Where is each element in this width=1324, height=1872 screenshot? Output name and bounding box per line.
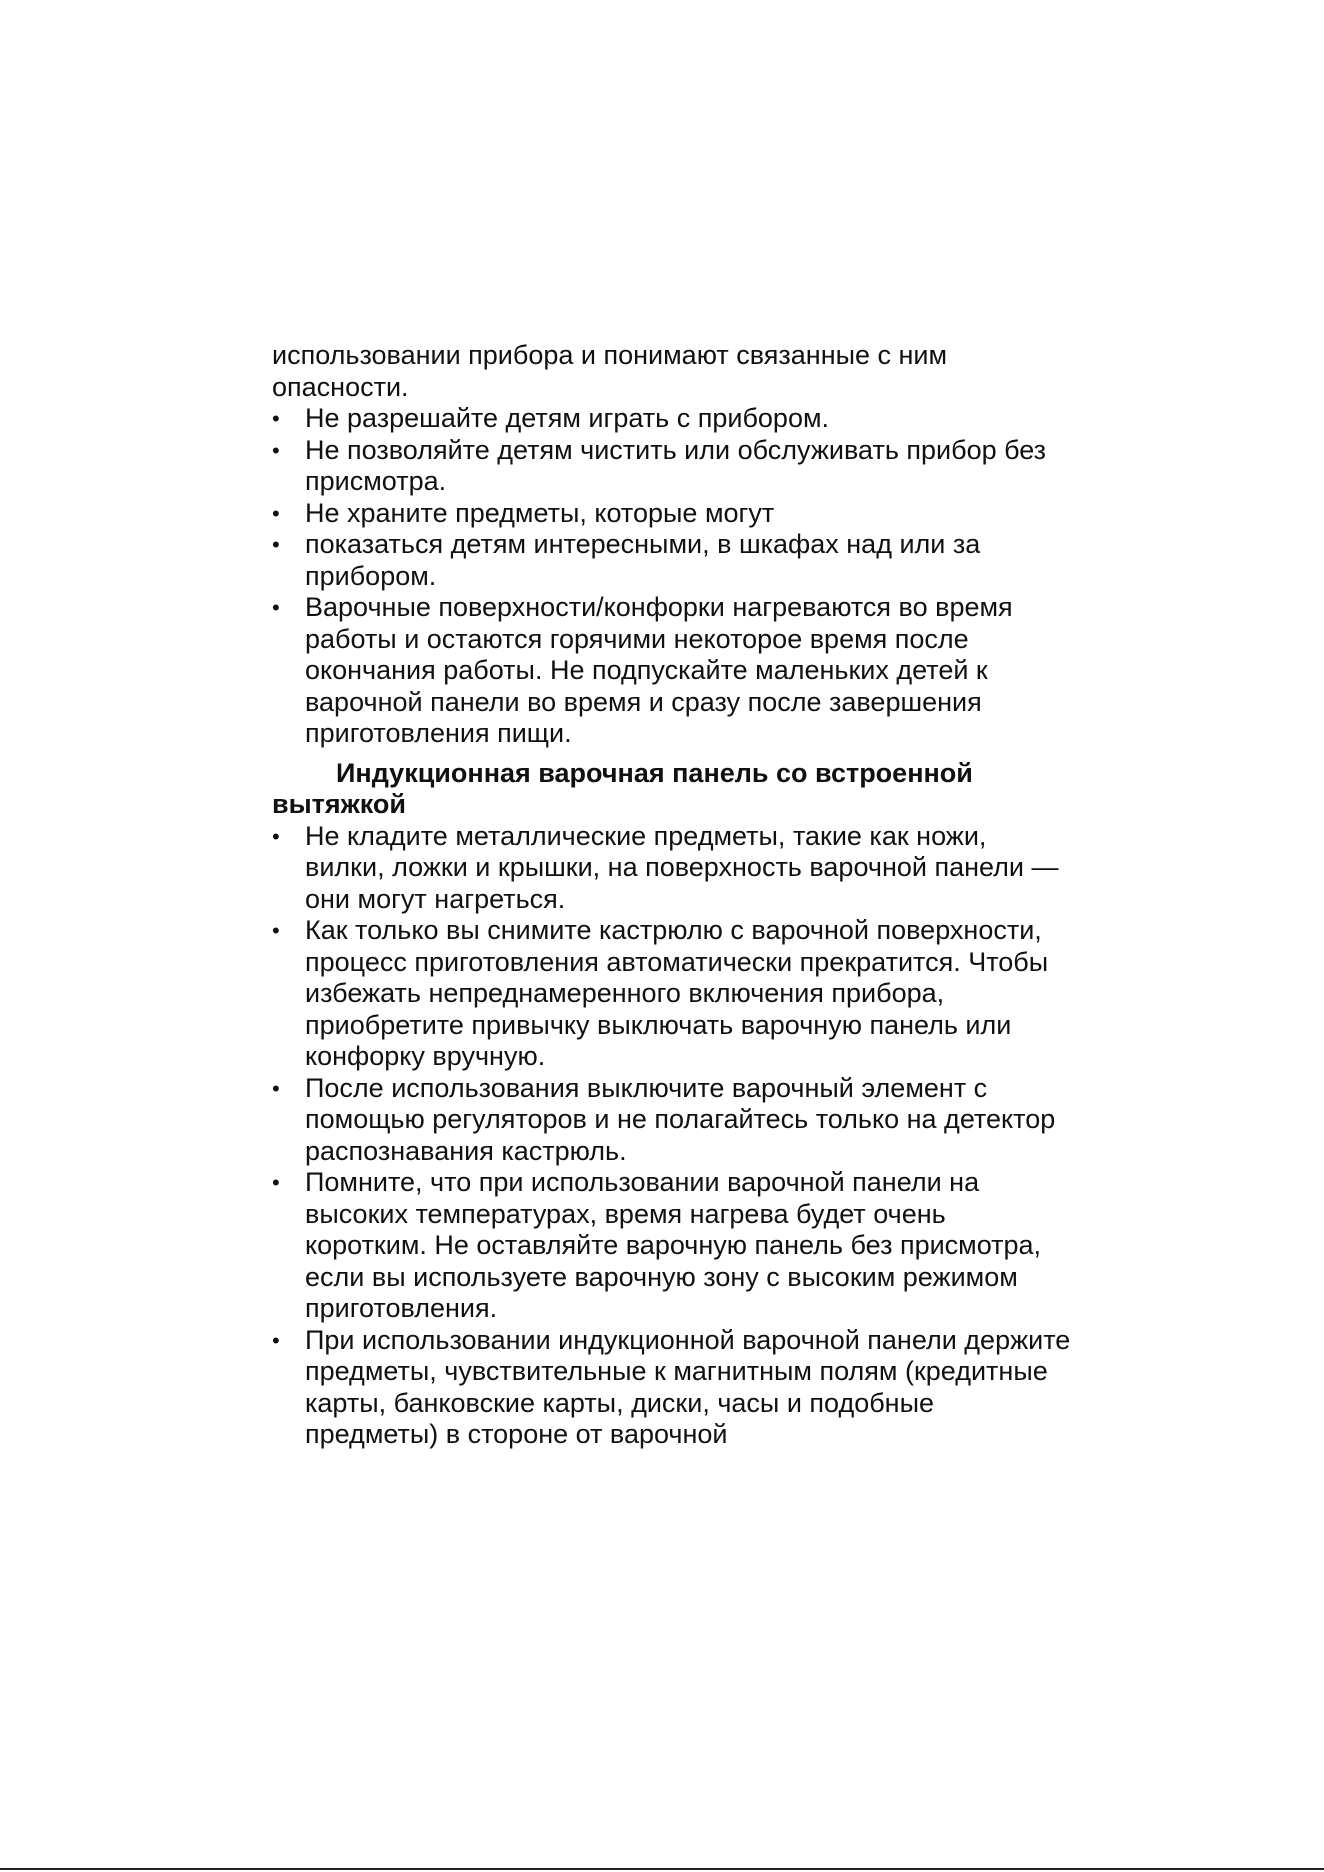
list-item: • показаться детям интересными, в шкафах над или за прибором. (272, 529, 1072, 592)
list-item: • Варочные поверхности/конфорки нагреваются во время работы и остаются горячими некоторое время после окончания работы. Не подпускайте маленьких детей к варочной панели во время и сразу после завершения приготовления пищи. (272, 592, 1072, 750)
document-page (272, 340, 1072, 1451)
list-item: • Как только вы снимите кастрюлю с варочной поверхности, процесс приготовления автоматически прекратится. Чтобы избежать непреднамеренного включения прибора, приобретите привычку выключать варочную панель или конфорку вручную. (272, 915, 1072, 1073)
list-item: • Не храните предметы, которые могут (272, 498, 1072, 530)
list-item: • После использования выключите варочный элемент с помощью регуляторов и не полагайтесь только на детектор распознавания кастрюль. (272, 1073, 1072, 1168)
list-item: • Помните, что при использовании варочной панели на высоких температурах, время нагрева будет очень коротким. Не оставляйте варочную панель без присмотра, если вы используете варочную зону с высоким режимом приготовления. (272, 1167, 1072, 1325)
list-item: • При использовании индукционной варочной панели держите предметы, чувствительные к магнитным полям (кредитные карты, банковские карты, диски, часы и подобные предметы) в стороне от варочной (272, 1325, 1072, 1451)
section-heading: Индукционная варочная панель со встроенной вытяжкой (272, 757, 973, 819)
list-item: • Не разрешайте детям играть с прибором. (272, 403, 1072, 435)
intro-paragraph: использовании прибора и понимают связанные с ним опасности. (272, 340, 948, 402)
induction-hob-list (272, 821, 1072, 1451)
child-safety-list (272, 403, 1072, 750)
list-item: • Не кладите металлические предметы, такие как ножи, вилки, ложки и крышки, на поверхность варочной панели — они могут нагреться. (272, 821, 1072, 916)
list-item: • Не позволяйте детям чистить или обслуживать прибор без присмотра. (272, 435, 1072, 498)
footer-rule (0, 1868, 1324, 1870)
